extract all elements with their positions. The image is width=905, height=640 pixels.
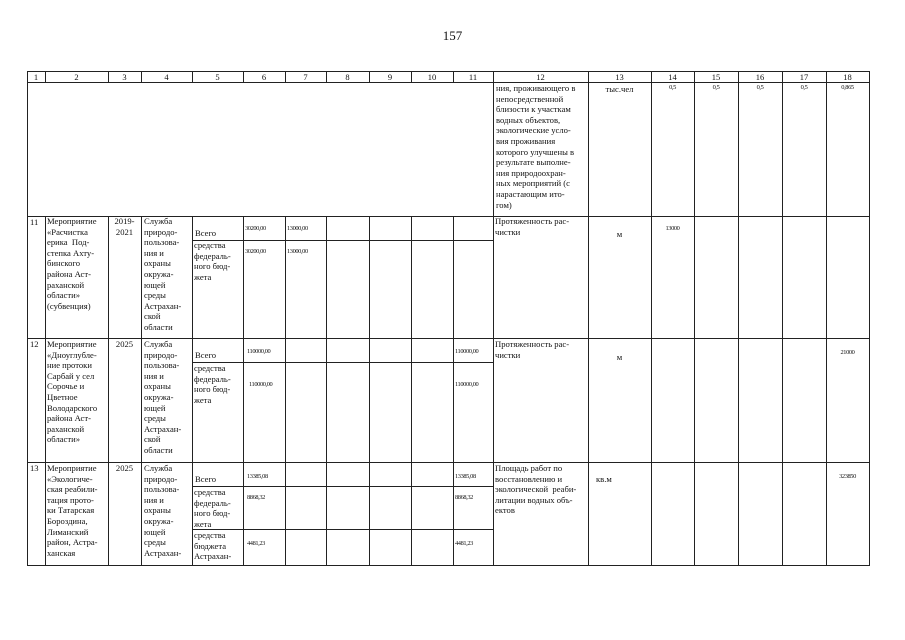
- row-number: 11: [30, 217, 39, 227]
- indicator-text: Протяженность рас- чистки: [495, 339, 570, 360]
- col-border: [694, 71, 695, 565]
- col-border: [192, 216, 193, 565]
- subrow-separator: [192, 240, 493, 241]
- amount-cell: 8868,32: [247, 494, 265, 501]
- col-border: [45, 216, 46, 565]
- measure-name: Мероприятие «Экологиче- ская реабили- тация прото- ки Татарская Бороздина, Лиманский район, Астра- ханская: [47, 463, 98, 558]
- column-header: 6: [261, 72, 267, 82]
- col-border: [243, 216, 244, 565]
- page-number: 157: [442, 28, 463, 43]
- col-border: [869, 71, 870, 565]
- column-header: 1: [33, 72, 39, 82]
- value-cell: 0,5: [712, 84, 720, 91]
- executor-cell: Служба природо- пользова- ния и охраны окружа- ющей среды Астрахан-: [144, 463, 182, 558]
- unit-cell: м: [616, 229, 623, 239]
- value-cell: 0,5: [800, 84, 808, 91]
- col-border: [141, 216, 142, 565]
- unit-cell: кв.м: [596, 474, 612, 484]
- column-header: 14: [668, 72, 677, 82]
- amount-cell: 8868,32: [455, 494, 473, 501]
- col-border: [588, 71, 589, 565]
- value-cell: 0,5: [669, 84, 676, 91]
- period-cell: 2025: [115, 339, 134, 349]
- col-border: [782, 71, 783, 565]
- col-border: [651, 71, 652, 565]
- amount-cell: 4481,23: [247, 540, 265, 547]
- row-number: 13: [30, 463, 39, 473]
- column-header: 13: [615, 72, 624, 82]
- col-border: [453, 216, 454, 565]
- column-header: 10: [427, 72, 437, 82]
- measure-name: Мероприятие «Дноуглубле- ние протоки Сарбай у сел Сорочье и Цветное Володарского района Аст- раханской области»: [47, 339, 98, 445]
- col-border: [285, 216, 286, 565]
- amount-cell: 30200,00: [245, 225, 266, 232]
- amount-cell: 110000,00: [455, 381, 479, 388]
- column-header: 12: [536, 72, 545, 82]
- value-cell: 0,865: [841, 84, 854, 91]
- unit-cell: м: [616, 352, 623, 362]
- column-header: 4: [164, 72, 169, 82]
- col-border: [411, 216, 412, 565]
- subrow-separator: [192, 362, 493, 363]
- source-federal: средства федераль- ного бюд- жета: [194, 487, 231, 529]
- source-federal: средства федераль- ного бюд- жета: [194, 240, 231, 282]
- column-header: 5: [215, 72, 220, 82]
- source-federal: средства федераль- ного бюд- жета: [194, 363, 231, 405]
- value-cell: 323850: [839, 473, 856, 480]
- value-cell: 21000: [840, 349, 855, 356]
- period-cell: 2025: [115, 463, 134, 473]
- col-border: [493, 71, 494, 565]
- amount-cell: 110000,00: [249, 381, 273, 388]
- value-cell: 0,5: [756, 84, 764, 91]
- subrow-separator: [192, 529, 493, 530]
- source-total: Всего: [195, 228, 217, 238]
- amount-cell: 13385,08: [455, 473, 476, 480]
- column-header: 11: [468, 72, 478, 82]
- executor-cell: Служба природо- пользова- ния и охраны окружа- ющей среды Астрахан- ской области: [144, 339, 182, 455]
- measure-name: Мероприятие «Расчистка ерика Под- степка Ахту- бинского района Аст- раханской области» (субвенция): [47, 216, 97, 311]
- amount-cell: 110000,00: [247, 348, 271, 355]
- amount-cell: 13000,00: [287, 225, 308, 232]
- column-header: 17: [799, 72, 809, 82]
- column-header: 9: [387, 72, 393, 82]
- col-border: [108, 216, 109, 565]
- col-border: [369, 216, 370, 565]
- col-border: [326, 216, 327, 565]
- indicator-text: ния, проживающего в непосредственной близости к участкам водных объектов, экологические усло- вия проживания которого улучшены в результате выполне- ния природоохран- ных мероприятий (с нарастающим ито- гом): [496, 83, 576, 210]
- executor-cell: Служба природо- пользова- ния и охраны окружа- ющей среды Астрахан- ской области: [144, 216, 182, 332]
- column-header: 2: [74, 72, 79, 82]
- amount-cell: 30200,00: [245, 248, 266, 255]
- source-total: Всего: [195, 350, 217, 360]
- table-border-bottom: [27, 565, 870, 566]
- indicator-text: Площадь работ по восстановлению и экологической реаби- литации водных объ- ектов: [495, 463, 577, 516]
- col-border: [826, 71, 827, 565]
- value-cell: 13000: [665, 225, 680, 232]
- column-header: 8: [345, 72, 350, 82]
- col-border: [738, 71, 739, 565]
- indicator-text: Протяженность рас- чистки: [495, 216, 570, 237]
- row-number: 12: [30, 339, 39, 349]
- col-border: [27, 71, 28, 565]
- column-header: 3: [122, 72, 127, 82]
- period-cell: 2019- 2021: [114, 216, 135, 237]
- source-total: Всего: [195, 474, 217, 484]
- amount-cell: 4481,23: [455, 540, 473, 547]
- amount-cell: 110000,00: [455, 348, 479, 355]
- unit-cell: тыс.чел: [605, 84, 634, 94]
- source-regional: средства бюджета Астрахан-: [194, 530, 232, 562]
- column-header: 15: [711, 72, 721, 82]
- amount-cell: 13000,00: [287, 248, 308, 255]
- subrow-separator: [192, 486, 493, 487]
- column-header: 7: [303, 72, 308, 82]
- column-header: 16: [755, 72, 765, 82]
- amount-cell: 13385,08: [247, 473, 268, 480]
- column-header: 18: [843, 72, 852, 82]
